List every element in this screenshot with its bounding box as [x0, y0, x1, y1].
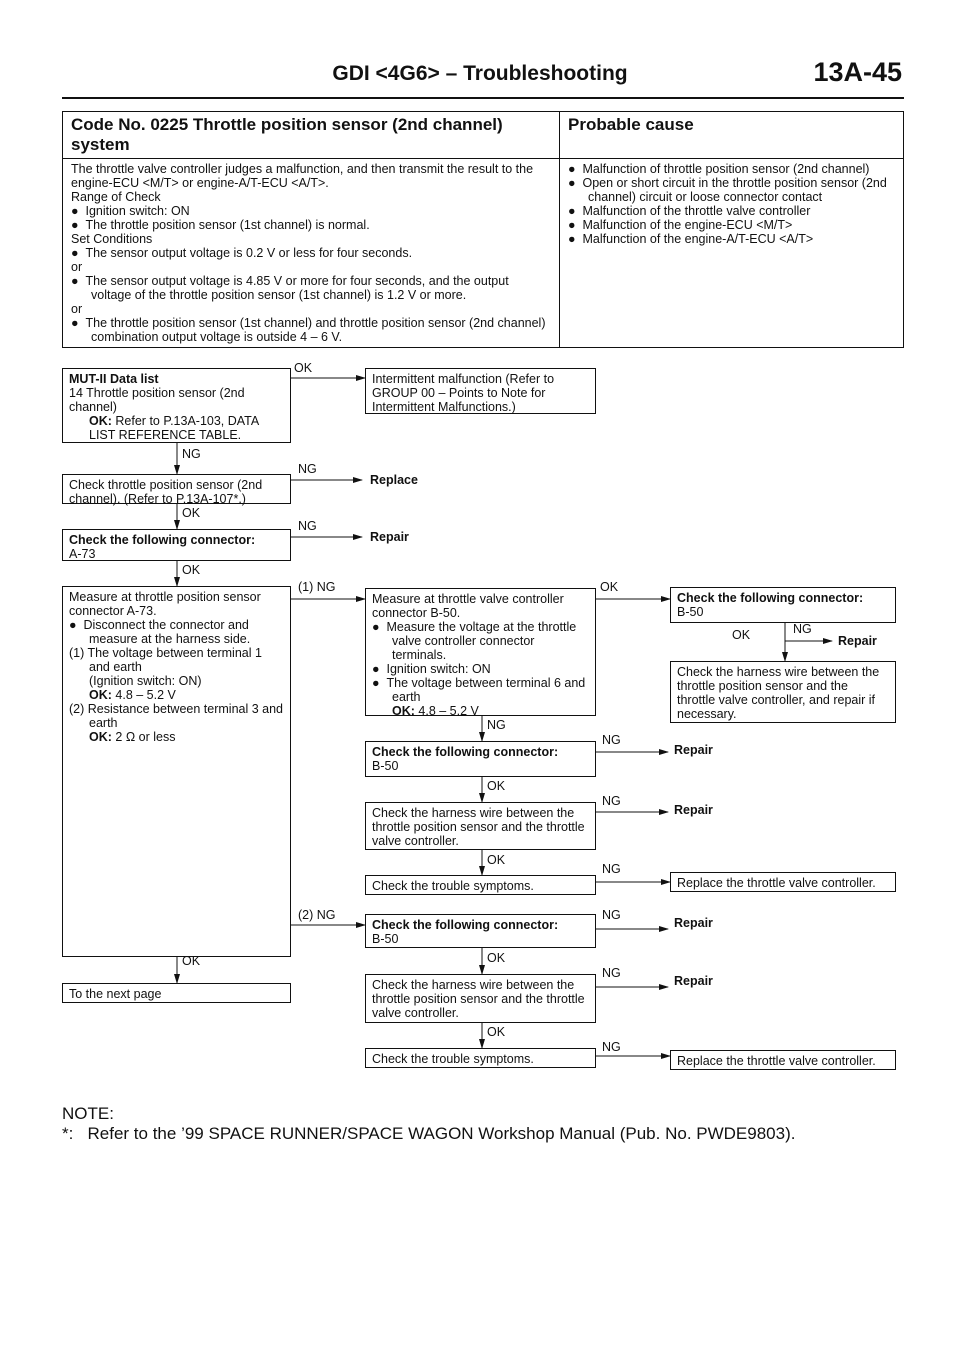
measure-a73-box: [62, 586, 291, 957]
repair-action: Repair: [838, 634, 877, 648]
ok-label: OK: [487, 1025, 506, 1039]
page-header-title: GDI <4G6> – Troubleshooting: [332, 62, 628, 85]
ng2-label: (2) NG: [298, 908, 336, 922]
measure-step: (1) The voltage between terminal 1 and earth: [69, 646, 262, 674]
connector-code: B-50: [372, 932, 399, 946]
trouble-symptoms-box-2: Check the trouble symptoms.: [365, 1048, 596, 1068]
cause-item: ● Malfunction of the throttle valve controller: [568, 204, 811, 218]
harness-check-box: Check the harness wire between the throttle position sensor and the throttle valve controller.: [365, 802, 596, 850]
measure-intro: Measure at throttle valve controller connector B-50.: [372, 592, 564, 620]
replace-action: Replace: [370, 473, 418, 487]
measure-bullet: ● Measure the voltage at the throttle valve controller connector terminals.: [372, 620, 577, 662]
connector-code: B-50: [677, 605, 704, 619]
connector-title: Check the following connector:: [372, 918, 559, 932]
measure-step-note: (Ignition switch: ON): [89, 674, 202, 688]
check-connector-a73-box: [62, 529, 291, 561]
mut-data-list-box: [62, 368, 291, 443]
or-text: or: [71, 302, 83, 316]
connector-title: Check the following connector:: [677, 591, 864, 605]
measure-bullet: ● Ignition switch: ON: [372, 662, 491, 676]
ok-label: OK: [182, 563, 201, 577]
ng-label: NG: [298, 462, 317, 476]
mut-ok: OK: Refer to P.13A-103, DATA LIST REFERENCE TABLE.: [89, 414, 259, 442]
ok-label: OK: [182, 954, 201, 968]
cause-item: ● Malfunction of the engine-ECU <M/T>: [568, 218, 793, 232]
ng-label: NG: [602, 862, 621, 876]
set-condition: ● The throttle position sensor (1st channel) and throttle position sensor (2nd channel) combination output voltage is outside 4 – 6 V.: [71, 316, 546, 344]
code-heading: Code No. 0225 Throttle position sensor (2nd channel) system: [63, 112, 560, 159]
measure-step: (2) Resistance between terminal 3 and earth: [69, 702, 284, 730]
repair-action: Repair: [370, 530, 409, 544]
ok-label: OK: [487, 951, 506, 965]
note-body: *: Refer to the ’99 SPACE RUNNER/SPACE WAGON Workshop Manual (Pub. No. PWDE9803).: [62, 1124, 796, 1143]
ng-label: NG: [602, 1040, 621, 1054]
connector-code: A-73: [69, 547, 96, 561]
replace-tvc-box-2: Replace the throttle valve controller.: [670, 1050, 896, 1070]
cause-item: ● Malfunction of the engine-A/T-ECU <A/T>: [568, 232, 814, 246]
measure-intro: Measure at throttle position sensor connector A-73.: [69, 590, 261, 618]
ok-label: OK: [600, 580, 619, 594]
intermittent-box: Intermittent malfunction (Refer to GROUP 00 – Points to Note for Intermittent Malfunctions.): [365, 368, 596, 414]
ng-label: NG: [602, 733, 621, 747]
or-text: or: [71, 260, 83, 274]
trouble-symptoms-box: Check the trouble symptoms.: [365, 875, 596, 895]
connector-title: Check the following connector:: [69, 533, 256, 547]
replace-tvc-box: Replace the throttle valve controller.: [670, 872, 896, 892]
ok-label: OK: [487, 779, 506, 793]
next-page-box: To the next page: [62, 983, 291, 1003]
ng-label: NG: [602, 794, 621, 808]
connector-title: Check the following connector:: [372, 745, 559, 759]
check-connector-b50-box: [365, 741, 596, 777]
note-title: NOTE:: [62, 1104, 114, 1123]
ok-label: OK: [294, 361, 313, 375]
ng1-label: (1) NG: [298, 580, 336, 594]
harness-check-box-2: Check the harness wire between the throttle position sensor and the throttle valve controller.: [365, 974, 596, 1023]
ng-label: NG: [298, 519, 317, 533]
cause-heading: Probable cause: [560, 112, 904, 159]
ng-label: NG: [487, 718, 506, 732]
check-sensor-box: Check throttle position sensor (2nd channel). (Refer to P.13A-107*.): [62, 474, 291, 504]
harness-right-box: Check the harness wire between the throttle position sensor and the throttle valve controller, and repair if necessary.: [670, 661, 896, 723]
set-condition: ● The sensor output voltage is 4.85 V or more for four seconds, and the output voltage of the throttle position sensor (1st channel) is 1.2 V or more.: [71, 274, 509, 302]
measure-bullet: ● Disconnect the connector and measure at the harness side.: [69, 618, 251, 646]
ng-label: NG: [602, 966, 621, 980]
ok-label: OK: [182, 506, 201, 520]
repair-action: Repair: [674, 743, 713, 757]
ok-label: OK: [732, 628, 751, 642]
repair-action: Repair: [674, 803, 713, 817]
measure-b50-box: [365, 588, 596, 716]
desc-intro: The throttle valve controller judges a malfunction, and then transmit the result to the engine-ECU <M/T> or engine-A/T-ECU <A/T>.: [71, 162, 534, 190]
ng-label: NG: [182, 447, 201, 461]
cause-item: ● Malfunction of throttle position sensor (2nd channel): [568, 162, 870, 176]
ng-label: NG: [793, 622, 812, 636]
measure-ok: OK: 4.8 – 5.2 V: [89, 688, 176, 702]
repair-action: Repair: [674, 974, 713, 988]
check-connector-b50-right-box: [670, 587, 896, 623]
page-number: 13A-45: [813, 57, 902, 87]
measure-bullet: ● The voltage between terminal 6 and earth: [372, 676, 586, 704]
set-condition: ● The sensor output voltage is 0.2 V or less for four seconds.: [71, 246, 413, 260]
ok-label: OK: [487, 853, 506, 867]
ng-label: NG: [602, 908, 621, 922]
mut-item: 14 Throttle position sensor (2nd channel): [69, 386, 245, 414]
set-title: Set Conditions: [71, 232, 153, 246]
measure-ok: OK: 4.8 – 5.2 V: [392, 704, 479, 718]
range-title: Range of Check: [71, 190, 161, 204]
connector-code: B-50: [372, 759, 399, 773]
check-connector-b50-box-2: [365, 914, 596, 948]
mut-title: MUT-II Data list: [69, 372, 159, 386]
repair-action: Repair: [674, 916, 713, 930]
range-item: ● The throttle position sensor (1st channel) is normal.: [71, 218, 370, 232]
range-item: ● Ignition switch: ON: [71, 204, 190, 218]
measure-ok: OK: 2 Ω or less: [89, 730, 176, 744]
cause-item: ● Open or short circuit in the throttle position sensor (2nd channel) circuit or loose connector contact: [568, 176, 887, 204]
